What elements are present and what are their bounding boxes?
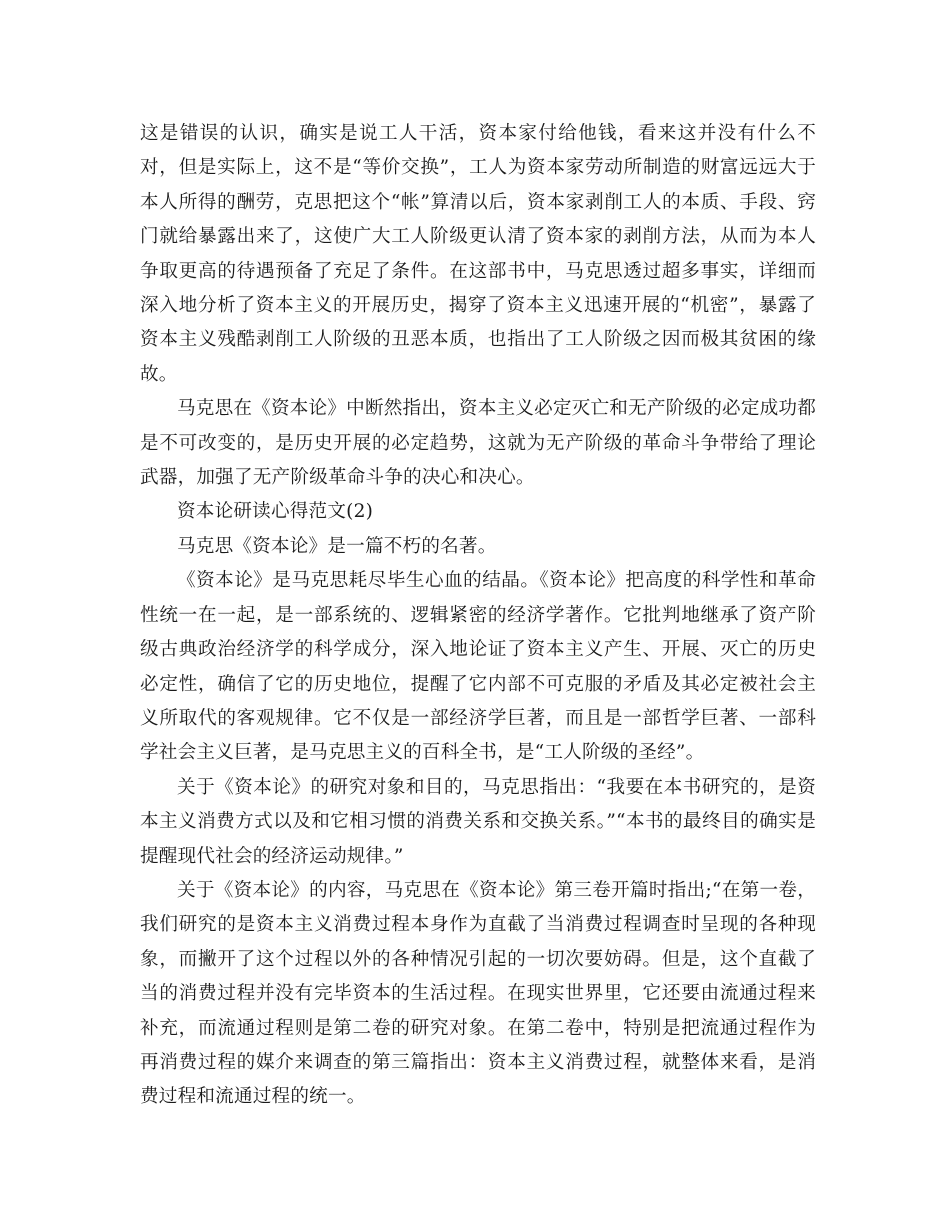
paragraph: 关于《资本论》的内容，马克思在《资本论》第三卷开篇时指出;“在第一卷，我们研究的是资本主义消费过程本身作为直截了当消费过程调查时呈现的各种现象，而撇开了这个过程以外的各种情况引起的一切次要妨碍。但是，这个直截了当的消费过程并没有完毕资本的生活过程。在现实世界里，它还要由流通过程来补充，而流通过程则是第二卷的研究对象。在第二卷中，特别是把流通过程作为再消费过程的媒介来调查的第三篇指出：资本主义消费过程，就整体来看，是消费过程和流通过程的统一。	[140, 879, 816, 1108]
paragraph: 关于《资本论》的研究对象和目的，马克思指出：“我要在本书研究的，是资本主义消费方式以及和它相习惯的消费关系和交换关系。”“本书的最终目的确实是提醒现代社会的经济运动规律。”	[140, 776, 816, 867]
paragraph: 马克思在《资本论》中断然指出，资本主义必定灭亡和无产阶级的必定成功都是不可改变的，是历史开展的必定趋势，这就为无产阶级的革命斗争带给了理论武器，加强了无产阶级革命斗争的决心和决心。	[140, 398, 816, 489]
document-body	[140, 117, 816, 1115]
paragraph: 这是错误的认识，确实是说工人干活，资本家付给他钱，看来这并没有什么不对，但是实际上，这不是“等价交换”，工人为资本家劳动所制造的财富远远大于本人所得的酬劳，克思把这个“帐”算清以后，资本家剥削工人的本质、手段、窍门就给暴露出来了，这使广大工人阶级更认清了资本家的剥削方法，从而为本人争取更高的待遇预备了充足了条件。在这部书中，马克思透过超多事实，详细而深入地分析了资本主义的开展历史，揭穿了资本主义迅速开展的“机密”，暴露了资本主义残酷剥削工人阶级的丑恶本质，也指出了工人阶级之因而极其贫困的缘故。	[140, 123, 816, 385]
paragraph: 《资本论》是马克思耗尽毕生心血的结晶。《资本论》把高度的科学性和革命性统一在一起，是一部系统的、逻辑紧密的经济学著作。它批判地继承了资产阶级古典政治经济学的科学成分，深入地论证了资本主义产生、开展、灭亡的历史必定性，确信了它的历史地位，提醒了它内部不可克服的矛盾及其必定被社会主义所取代的客观规律。它不仅是一部经济学巨著，而且是一部哲学巨著、一部科学社会主义巨著，是马克思主义的百科全书，是“工人阶级的圣经”。	[140, 570, 816, 764]
paragraph: 马克思《资本论》是一篇不朽的名著。	[177, 535, 497, 557]
section-heading: 资本论研读心得范文(2)	[177, 501, 374, 523]
